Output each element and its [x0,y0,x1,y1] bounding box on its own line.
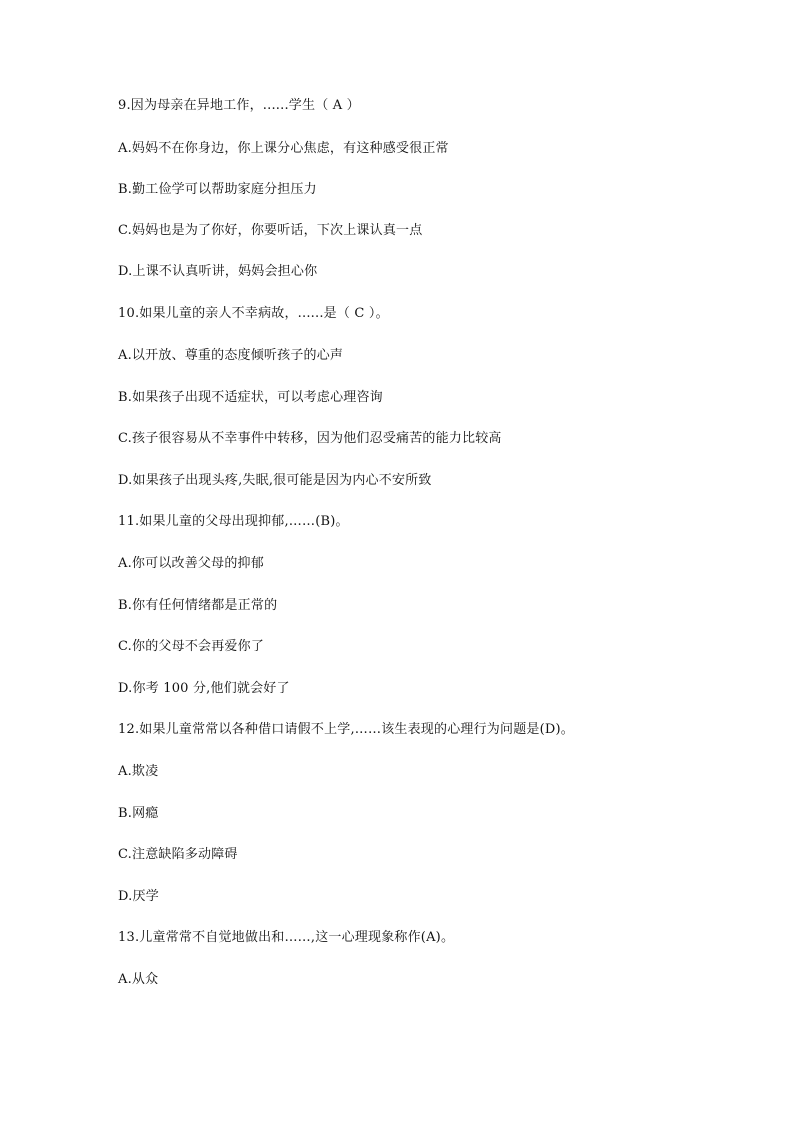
question-11-stem: 11.如果儿童的父母出现抑郁,……(B)。 [118,514,349,529]
question-13-option-a: A.从众 [118,972,159,987]
question-9-option-b: B.勤工俭学可以帮助家庭分担压力 [118,182,317,197]
question-12-option-b: B.网瘾 [118,806,159,821]
question-10-option-b: B.如果孩子出现不适症状，可以考虑心理咨询 [118,390,383,405]
question-12-option-d: D.厌学 [118,889,159,904]
question-12-stem: 12.如果儿童常常以各种借口请假不上学,……该生表现的心理行为问题是(D)。 [118,722,574,737]
question-9-option-c: C.妈妈也是为了你好，你要听话，下次上课认真一点 [118,223,423,238]
question-11-option-c: C.你的父母不会再爱你了 [118,639,265,654]
question-11-option-a: A.你可以改善父母的抑郁 [118,556,264,571]
question-10-option-c: C.孩子很容易从不幸事件中转移，因为他们忍受痛苦的能力比较高 [118,431,502,446]
question-10-stem: 10.如果儿童的亲人不幸病故，......是（ C ）。 [118,306,389,321]
question-13-stem: 13.儿童常常不自觉地做出和……,这一心理现象称作(A)。 [118,930,455,945]
question-12-option-c: C.注意缺陷多动障碍 [118,847,238,862]
question-12-option-a: A.欺凌 [118,764,159,779]
question-11-option-d: D.你考 100 分,他们就会好了 [118,681,290,696]
question-9-option-a: A.妈妈不在你身边，你上课分心焦虑，有这种感受很正常 [118,141,449,156]
question-10-option-d: D.如果孩子出现头疼,失眠,很可能是因为内心不安所致 [118,473,432,488]
question-11-option-b: B.你有任何情绪都是正常的 [118,598,278,613]
question-10-option-a: A.以开放、尊重的态度倾听孩子的心声 [118,348,344,363]
question-9-stem: 9.因为母亲在异地工作，......学生（ A ） [118,98,360,113]
question-9-option-d: D.上课不认真听讲，妈妈会担心你 [118,264,318,279]
